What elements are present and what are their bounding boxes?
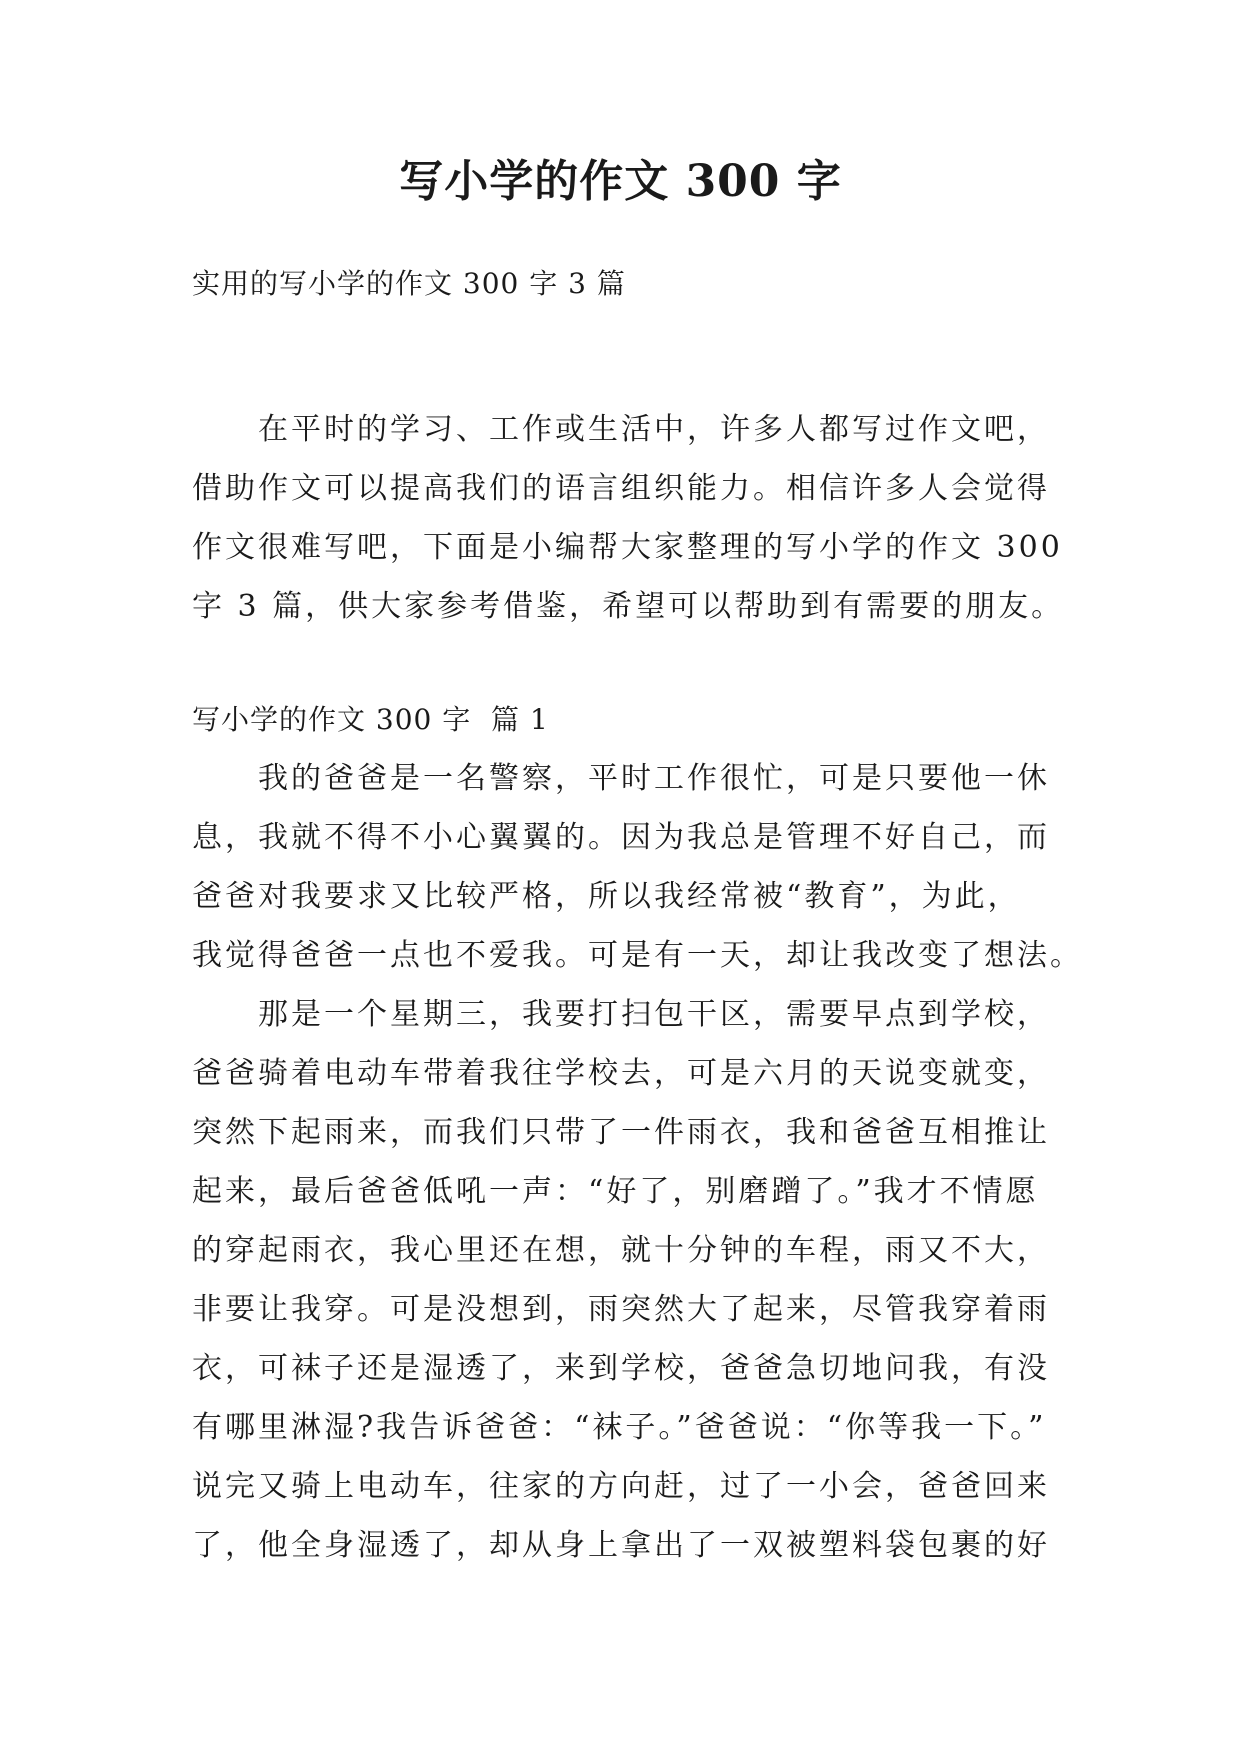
intro-line: 借助作文可以提高我们的语言组织能力。相信许多人会觉得	[192, 471, 1050, 506]
body-line: 有哪里淋湿?我告诉爸爸：“袜子。”爸爸说：“你等我一下。”	[192, 1410, 1047, 1445]
intro-paragraph	[192, 400, 1092, 636]
subtitle-block	[192, 254, 1092, 313]
article-section	[192, 690, 1092, 1575]
subtitle: 实用的写小学的作文 300 字 3 篇	[192, 267, 626, 300]
body-line: 突然下起雨来，而我们只带了一件雨衣，我和爸爸互相推让	[192, 1115, 1050, 1150]
intro-line: 作文很难写吧，下面是小编帮大家整理的写小学的作文 300	[192, 530, 1063, 565]
intro-line: 字 3 篇，供大家参考借鉴，希望可以帮助到有需要的朋友。	[192, 589, 1065, 624]
body-line: 我觉得爸爸一点也不爱我。可是有一天，却让我改变了想法。	[192, 938, 1083, 973]
body-line: 爸爸对我要求又比较严格，所以我经常被“教育”，为此，	[192, 879, 1021, 914]
body-line: 那是一个星期三，我要打扫包干区，需要早点到学校，	[258, 997, 1050, 1032]
body-line: 起来，最后爸爸低吼一声：“好了，别磨蹭了。”我才不情愿	[192, 1174, 1039, 1209]
body-line: 我的爸爸是一名警察，平时工作很忙，可是只要他一休	[258, 761, 1050, 796]
intro-line: 在平时的学习、工作或生活中，许多人都写过作文吧，	[258, 412, 1050, 447]
body-line: 爸爸骑着电动车带着我往学校去，可是六月的天说变就变，	[192, 1056, 1050, 1091]
body-line: 的穿起雨衣，我心里还在想，就十分钟的车程，雨又不大，	[192, 1233, 1050, 1268]
body-line: 息，我就不得不小心翼翼的。因为我总是管理不好自己，而	[192, 820, 1050, 855]
page-title: 写小学的作文 300 字	[399, 156, 842, 207]
section-heading: 写小学的作文 300 字 篇 1	[192, 703, 549, 736]
body-line: 说完又骑上电动车，往家的方向赶，过了一小会，爸爸回来	[192, 1469, 1050, 1504]
body-line: 非要让我穿。可是没想到，雨突然大了起来，尽管我穿着雨	[192, 1292, 1050, 1327]
body-line: 了，他全身湿透了，却从身上拿出了一双被塑料袋包裹的好	[192, 1528, 1050, 1563]
body-line: 衣，可袜子还是湿透了，来到学校，爸爸急切地问我，有没	[192, 1351, 1050, 1386]
